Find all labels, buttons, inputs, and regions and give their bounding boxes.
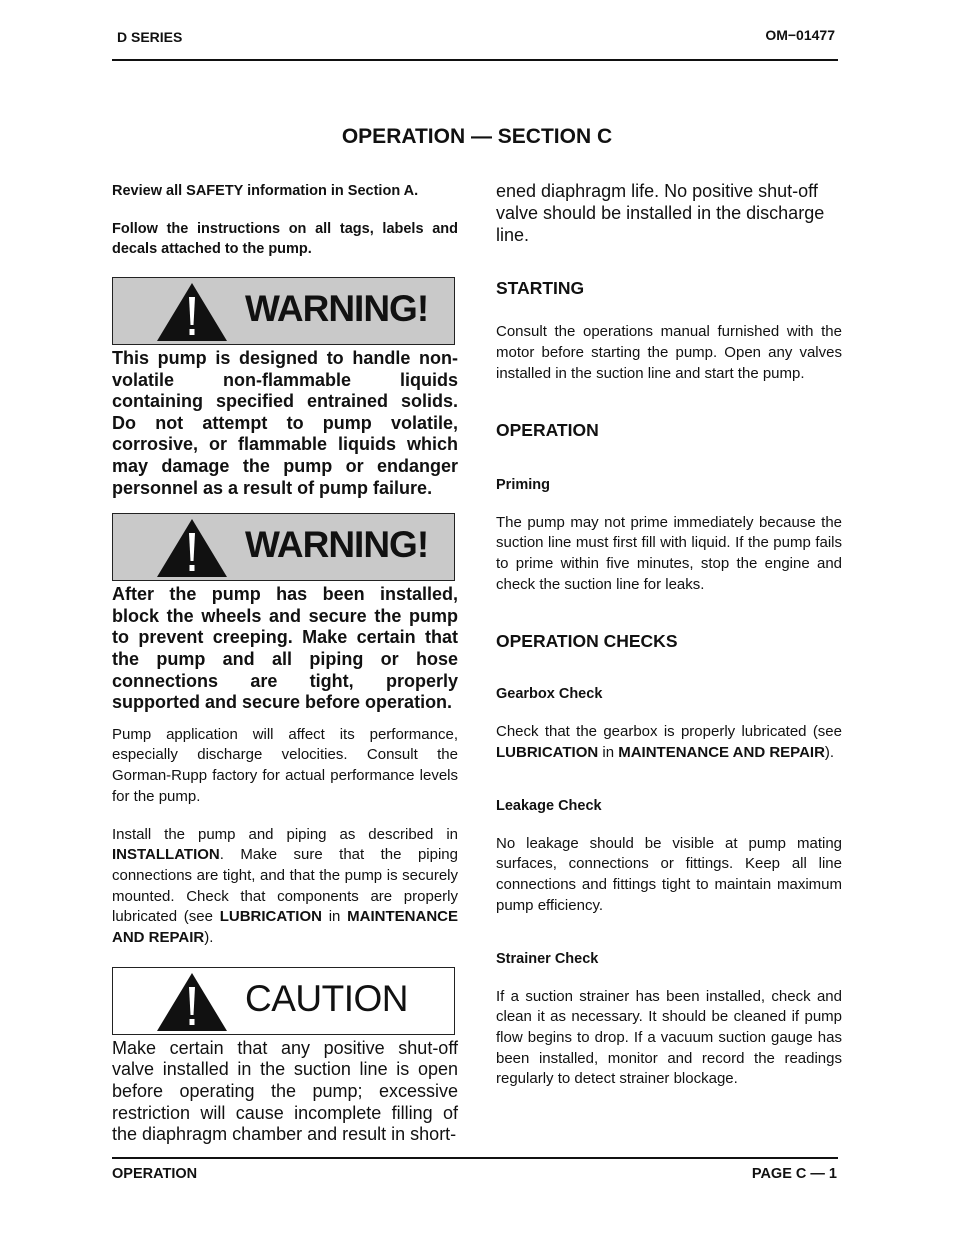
strainer-check-text: If a suction strainer has been installed, check and clean it as necessary. It should be cleaned if pump flow begins to drop. If a vacuum suction gauge has been installed, monitor and record the readings regularly to detect strainer blockage.: [496, 987, 842, 1088]
safety-review-note: Review all SAFETY information in Section A.: [112, 183, 419, 199]
header-series: D SERIES: [117, 29, 183, 45]
caution-label: CAUTION: [245, 977, 408, 1019]
footer-rule: [112, 1157, 838, 1159]
lubrication-ref: LUBRICATION: [219, 908, 322, 926]
section-title: OPERATION — SECTION C: [341, 125, 613, 148]
operation-heading: OPERATION: [496, 419, 599, 440]
leakage-check-heading: Leakage Check: [496, 797, 602, 814]
header-doc-number: OM−01477: [765, 27, 835, 43]
priming-heading: Priming: [496, 476, 550, 493]
caution-banner: [112, 967, 455, 1035]
warning-label: WARNING!: [245, 524, 429, 566]
warning-text-1: This pump is designed to handle non-volatile non-flammable liquids containing specified entrained solids. Do not attempt to pump volatile, corrosive, or flammable liquids which may damage the pump or endanger personnel as a result of pump failure.: [112, 348, 458, 498]
installation-paragraph: Install the pump and piping as described in INSTALLATION. Make sure that the piping connections are tight, and that the pump is securely mounted. Check that components are properly lubricated (see LUBRICATION in MAINTENANCE AND REPAIR).: [112, 825, 458, 947]
operation-checks-heading: OPERATION CHECKS: [496, 631, 678, 652]
warning-banner-1: [112, 277, 455, 345]
starting-text: Consult the operations manual furnished with the motor before starting the pump. Open any valves installed in the suction line and start the pump.: [496, 323, 842, 382]
tags-labels-note: Follow the instructions on all tags, labels and decals attached to the pump.: [112, 221, 458, 257]
strainer-check-heading: Strainer Check: [496, 950, 599, 967]
continued-text: ened diaphragm life. No positive shut-off valve should be installed in the discharge line.: [496, 181, 825, 245]
warning-triangle-icon: [155, 517, 229, 579]
warning-triangle-icon: [155, 281, 229, 343]
installation-ref: INSTALLATION: [112, 846, 220, 864]
left-column: [112, 181, 458, 1146]
header-rule: [112, 59, 838, 61]
performance-paragraph: Pump application will affect its performance, especially discharge velocities. Consult the Gorman-Rupp factory for actual performance levels for the pump.: [112, 725, 458, 805]
caution-text: Make certain that any positive shut-off valve installed in the suction line is open before operating the pump; excessive restriction will cause incomplete filling of the diaphragm chamber and result in short-: [112, 1037, 458, 1145]
lubrication-ref: LUBRICATION: [496, 744, 599, 762]
starting-heading: STARTING: [496, 278, 585, 299]
warning-banner-2: [112, 513, 455, 581]
maintenance-ref: MAINTENANCE AND REPAIR: [618, 744, 825, 762]
right-column: [496, 181, 842, 1090]
leakage-check-text: No leakage should be visible at pump mating surfaces, connections or fittings. Keep all line connections and fittings tight to maintain maximum pump efficiency.: [496, 834, 842, 914]
warning-text-2: After the pump has been installed, block the wheels and secure the pump to prevent creeping. Make certain that the pump and all piping or hose connections are tight, properly supported and secure before operation.: [112, 584, 458, 713]
caution-triangle-icon: [155, 971, 229, 1033]
priming-text: The pump may not prime immediately because the suction line must first fill with liquid. If the pump fails to prime within five minutes, stop the engine and check the suction line for leaks.: [496, 513, 842, 593]
gearbox-check-text: Check that the gearbox is properly lubricated (see LUBRICATION in MAINTENANCE AND REPAIR).: [496, 723, 842, 762]
maintenance-ref: MAINTENANCE AND REPAIR: [112, 908, 458, 947]
footer-page-number: PAGE C — 1: [751, 1166, 837, 1182]
gearbox-check-heading: Gearbox Check: [496, 686, 603, 703]
warning-label: WARNING!: [245, 288, 429, 329]
footer-section: OPERATION: [112, 1166, 198, 1182]
